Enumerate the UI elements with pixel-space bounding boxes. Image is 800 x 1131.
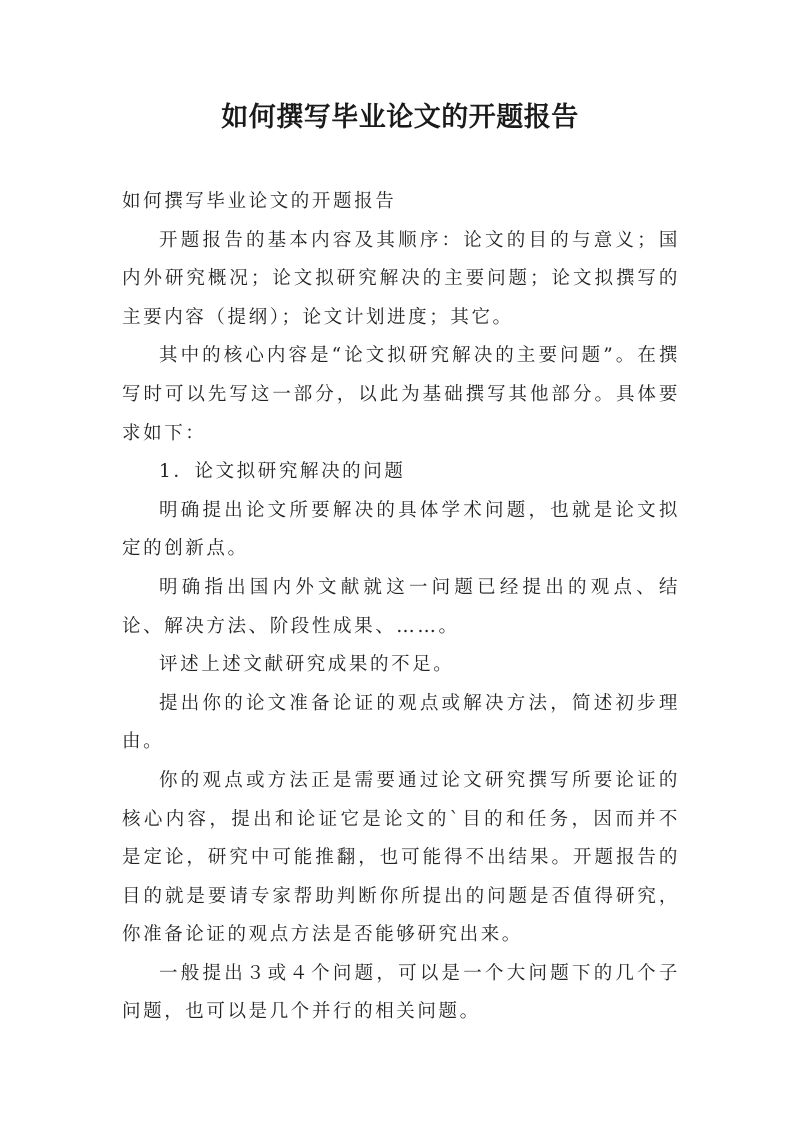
paragraph-argument: 你的观点或方法正是需要通过论文研究撰写所要论证的核心内容，提出和论证它是论文的`目的和任务，因而并不是定论，研究中可能推翻，也可能得不出结果。开题报告的目的就是要请专家帮助判断你所提出的问题是否值得研究，你准备论证的观点方法是否能够研究出来。 — [122, 769, 680, 946]
paragraph-question-count: 一般提出３或４个问题，可以是一个大问题下的几个子问题，也可以是几个并行的相关问题。 — [122, 962, 680, 1023]
paragraph-review: 评述上述文献研究成果的不足。 — [159, 654, 455, 676]
paragraph-core-content: 其中的核心内容是“论文拟研究解决的主要问题”。在撰写时可以先写这一部分，以此为基础撰写其他部分。具体要求如下： — [122, 345, 680, 444]
section-heading-1: 1．论文拟研究解决的问题 — [159, 461, 406, 483]
document-body — [122, 183, 680, 1032]
paragraph-proposal: 提出你的论文准备论证的观点或解决方法，简述初步理由。 — [122, 692, 680, 753]
paragraph-research-question: 明确提出论文所要解决的具体学术问题，也就是论文拟定的创新点。 — [122, 499, 680, 560]
paragraph-literature: 明确指出国内外文献就这一问题已经提出的观点、结论、解决方法、阶段性成果、……。 — [122, 576, 680, 637]
paragraph-report-content: 开题报告的基本内容及其顺序：论文的目的与意义；国内外研究概况；论文拟研究解决的主要问题；论文拟撰写的主要内容（提纲）；论文计划进度；其它。 — [122, 229, 680, 328]
subtitle-paragraph: 如何撰写毕业论文的开题报告 — [122, 191, 397, 212]
document-title: 如何撰写毕业论文的开题报告 — [221, 102, 579, 133]
